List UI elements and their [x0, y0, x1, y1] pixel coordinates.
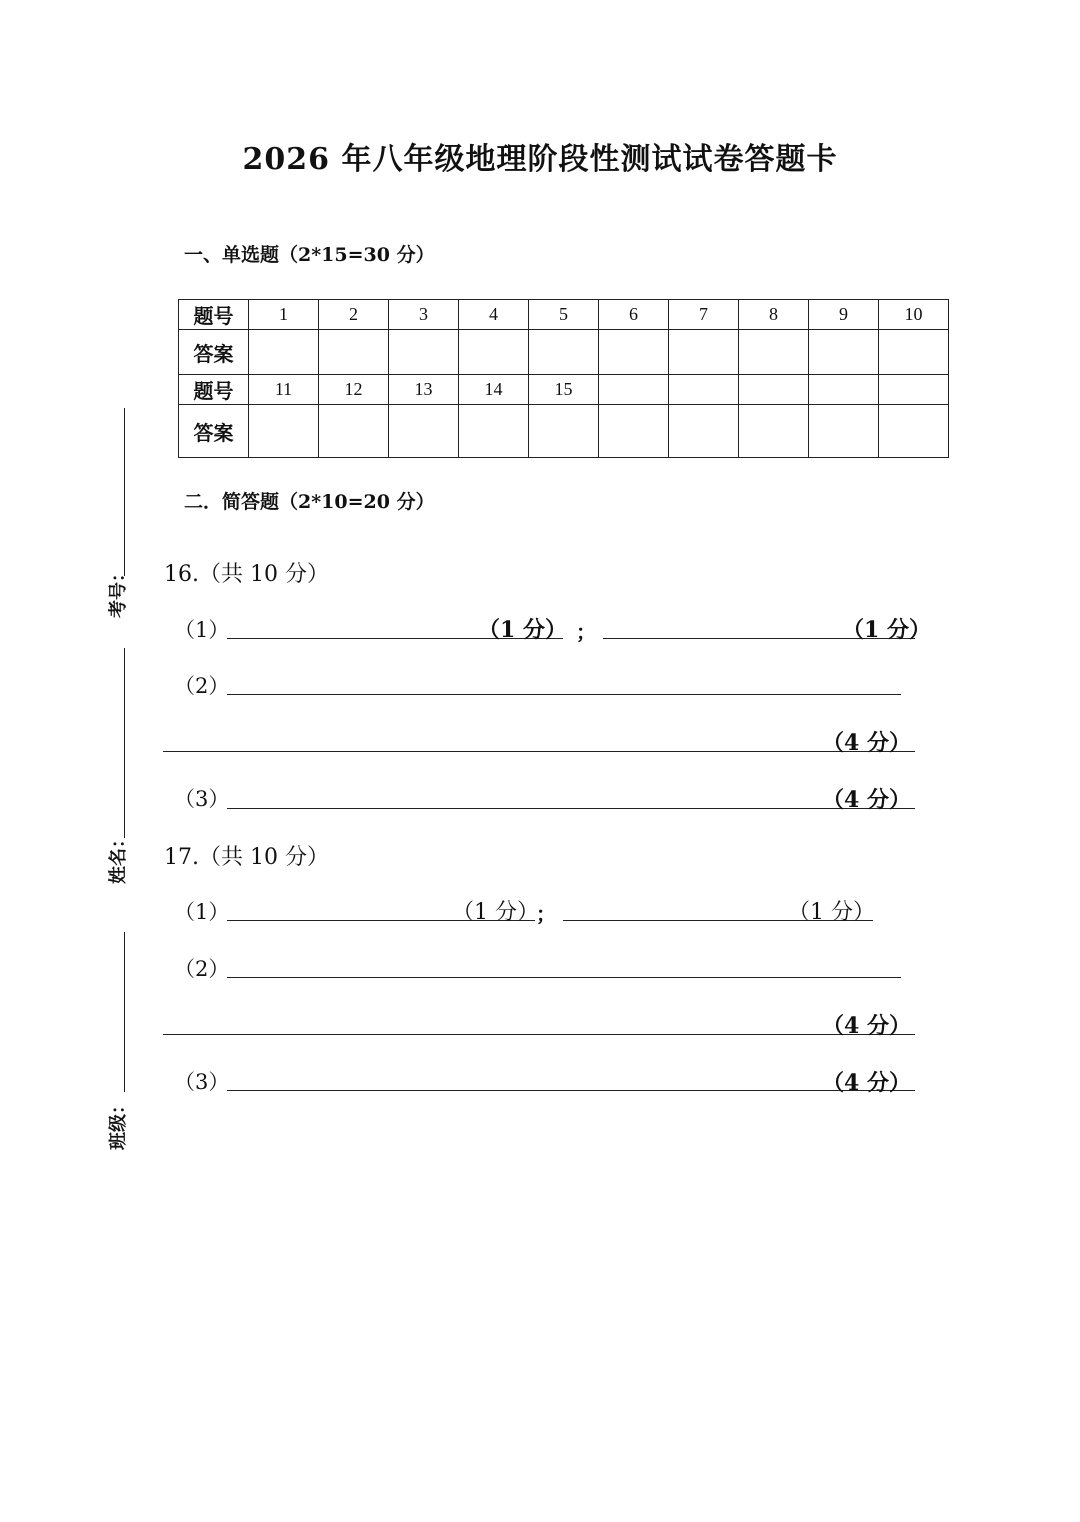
question-number: [809, 375, 879, 405]
q17-part1-separator: ；: [536, 902, 556, 926]
q16-part1-score-b: （1 分）: [842, 617, 931, 643]
q17-part1-score-b: （1 分）: [788, 900, 875, 925]
answer-cell[interactable]: [249, 405, 319, 458]
table-row: [179, 405, 949, 458]
answer-cell[interactable]: [249, 330, 319, 375]
answer-cell[interactable]: [389, 405, 459, 458]
question-number: 7: [669, 300, 739, 330]
answer-grid: [178, 299, 949, 458]
name-line[interactable]: [124, 648, 125, 838]
answer-cell[interactable]: [459, 330, 529, 375]
question-16-title: 16.（共 10 分）: [164, 562, 329, 587]
answer-cell[interactable]: [739, 405, 809, 458]
answer-cell[interactable]: [459, 405, 529, 458]
class-label: 班级：: [108, 1096, 129, 1150]
name-label: 姓名：: [108, 830, 129, 884]
question-number: 4: [459, 300, 529, 330]
q16-part2-answer-line-1[interactable]: [227, 694, 901, 695]
row-header-number: 题号: [179, 300, 249, 330]
table-row: [179, 330, 949, 375]
q17-part1-label: （1）: [174, 900, 230, 924]
q17-part3-answer-line[interactable]: [227, 1090, 915, 1091]
question-number: [739, 375, 809, 405]
table-row: [179, 300, 949, 330]
q16-part1-label: （1）: [174, 618, 230, 642]
section-heading-single-choice: 一、单选题（2*15=30 分）: [184, 244, 435, 266]
question-number: 13: [389, 375, 459, 405]
question-number: 5: [529, 300, 599, 330]
question-17-title: 17.（共 10 分）: [164, 845, 329, 870]
question-number: 2: [319, 300, 389, 330]
q16-part1-score-a: （1 分）: [478, 617, 567, 643]
question-number: 3: [389, 300, 459, 330]
answer-cell[interactable]: [389, 330, 459, 375]
answer-cell[interactable]: [319, 405, 389, 458]
question-number: 1: [249, 300, 319, 330]
q17-part2-score: （4 分）: [822, 1013, 911, 1039]
answer-cell[interactable]: [879, 405, 949, 458]
q16-part1-separator: ；: [576, 620, 596, 644]
question-number: [599, 375, 669, 405]
question-number: [669, 375, 739, 405]
q17-part2-answer-line-1[interactable]: [227, 977, 901, 978]
question-number: 12: [319, 375, 389, 405]
question-number: 11: [249, 375, 319, 405]
table-row: [179, 375, 949, 405]
question-number: 6: [599, 300, 669, 330]
section-heading-short-answer: 二．简答题（2*10=20 分）: [184, 491, 435, 513]
class-line[interactable]: [124, 932, 125, 1092]
answer-cell[interactable]: [599, 405, 669, 458]
answer-cell[interactable]: [739, 330, 809, 375]
question-number: 14: [459, 375, 529, 405]
question-number: 8: [739, 300, 809, 330]
row-header-answer: 答案: [179, 330, 249, 375]
answer-cell[interactable]: [809, 405, 879, 458]
q16-part3-label: （3）: [174, 787, 230, 811]
row-header-answer: 答案: [179, 405, 249, 458]
answer-cell[interactable]: [319, 330, 389, 375]
question-number: 9: [809, 300, 879, 330]
answer-cell[interactable]: [669, 330, 739, 375]
answer-cell[interactable]: [599, 330, 669, 375]
question-number: [879, 375, 949, 405]
exam-number-line[interactable]: [124, 408, 125, 576]
q16-part2-score: （4 分）: [822, 730, 911, 756]
answer-cell[interactable]: [809, 330, 879, 375]
exam-number-label: 考号：: [108, 564, 129, 618]
question-number: 15: [529, 375, 599, 405]
q17-part2-label: （2）: [174, 957, 230, 981]
answer-cell[interactable]: [879, 330, 949, 375]
page-title: 2026 年八年级地理阶段性测试试卷答题卡: [242, 142, 838, 177]
q16-part2-label: （2）: [174, 674, 230, 698]
q17-part2-answer-line-2[interactable]: [163, 1034, 915, 1035]
q16-part2-answer-line-2[interactable]: [163, 751, 915, 752]
answer-cell[interactable]: [529, 330, 599, 375]
question-number: 10: [879, 300, 949, 330]
answer-cell[interactable]: [529, 405, 599, 458]
q17-part1-score-a: （1 分）: [452, 900, 539, 925]
answer-cell[interactable]: [669, 405, 739, 458]
q17-part3-label: （3）: [174, 1070, 230, 1094]
q17-part3-score: （4 分）: [822, 1070, 911, 1096]
q16-part3-answer-line[interactable]: [227, 808, 915, 809]
q16-part3-score: （4 分）: [822, 787, 911, 813]
row-header-number: 题号: [179, 375, 249, 405]
